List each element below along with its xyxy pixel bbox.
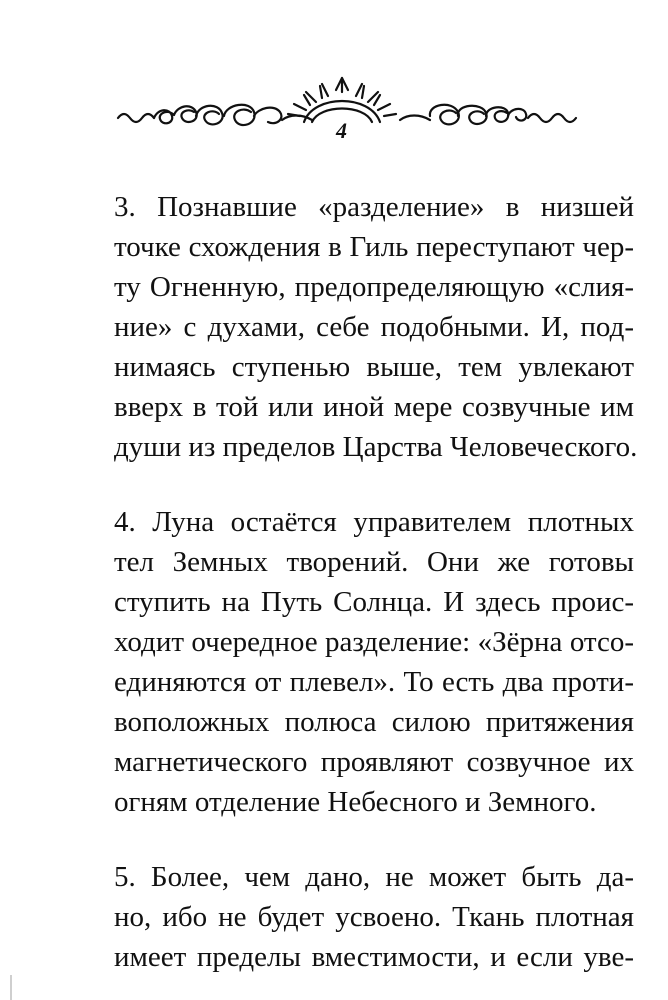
text-line: ступить на Путь Солнца. И здесь проис-	[114, 586, 634, 618]
text-line: магнетического проявляют созвучное их	[114, 746, 634, 778]
text-line: имеет пределы вместимости, и если уве-	[114, 941, 634, 973]
text-line: 4. Луна остаётся управителем плотных	[114, 506, 634, 538]
text-line: ту Огненную, предопределяющую «слия-	[114, 271, 634, 303]
text-line: воположных полюса силою притяжения	[114, 706, 634, 738]
text-line: огням отделение Небесного и Земного.	[114, 786, 597, 818]
paragraph-3	[114, 187, 638, 467]
text-line: вверх в той или иной мере созвучные им	[114, 391, 634, 423]
page-edge-mark	[10, 975, 12, 1000]
text-line: души из пределов Царства Человеческого.	[114, 431, 638, 463]
text-line: единяются от плевел». То есть два проти-	[114, 666, 634, 698]
text-line: 5. Более, чем дано, не может быть да-	[114, 861, 634, 893]
text-line: тел Земных творений. Они же готовы	[114, 546, 634, 578]
text-line: точке схождения в Гиль переступают чер-	[114, 231, 634, 263]
page-header-ornament	[100, 58, 620, 168]
paragraph-4	[114, 502, 634, 822]
page-number: 4	[336, 118, 347, 143]
text-line: ходит очередное разделение: «Зёрна отсо-	[114, 626, 634, 658]
paragraph-5	[114, 857, 634, 977]
sun-ornament-icon	[100, 58, 620, 168]
text-line: нимаясь ступенью выше, тем увлекают	[114, 351, 634, 383]
text-line: но, ибо не будет усвоено. Ткань плотная	[114, 901, 634, 933]
text-line: ние» с духами, себе подобными. И, под-	[114, 311, 634, 343]
text-line: 3. Познавшие «разделение» в низшей	[114, 191, 634, 223]
